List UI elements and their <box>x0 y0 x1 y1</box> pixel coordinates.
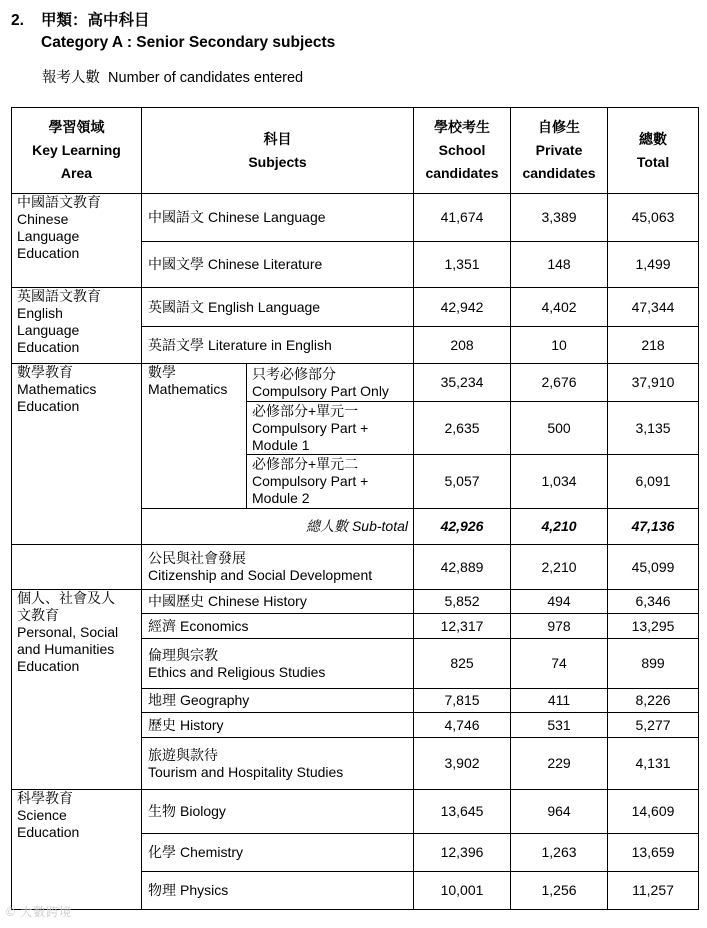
subject-ethics: 倫理與宗教 Ethics and Religious Studies <box>142 639 414 689</box>
area-science: 科學教育 Science Education <box>12 790 142 910</box>
header-private: 自修生 Private candidates <box>511 108 608 194</box>
subject-biology: 生物 Biology <box>142 790 414 834</box>
table-row: 必修部分+單元一 Compulsory Part + Module 1 2,635 500 3,135 <box>12 402 699 455</box>
table-row: 英國語文教育 English Language Education 英國語文 English Language 42,942 4,402 47,344 <box>12 288 699 327</box>
subject-economics: 經濟 Economics <box>142 614 414 639</box>
table-row: 化學 Chemistry 12,396 1,263 13,659 <box>12 834 699 872</box>
section-title-zh: 甲類：高中科目 <box>41 12 150 29</box>
table-row: 物理 Physics 10,001 1,256 11,257 <box>12 872 699 910</box>
area-pshe: 個人、社會及人 文教育 Personal, Social and Humanities Education <box>12 590 142 790</box>
table-row: 科學教育 Science Education 生物 Biology 13,645 964 14,609 <box>12 790 699 834</box>
header-total: 總數 Total <box>608 108 699 194</box>
subject-physics: 物理 Physics <box>142 872 414 910</box>
area-english: 英國語文教育 English Language Education <box>12 288 142 364</box>
area-blank <box>12 545 142 590</box>
table-row: 旅遊與款待 Tourism and Hospitality Studies 3,902 229 4,131 <box>12 738 699 790</box>
subtotal-row: 總人數 Sub-total 42,926 4,210 47,136 <box>12 509 699 545</box>
subject-tourism: 旅遊與款待 Tourism and Hospitality Studies <box>142 738 414 790</box>
caption-en: Number of candidates entered <box>108 70 304 86</box>
candidates-table <box>11 107 699 910</box>
subject-csd: 公民與社會發展 Citizenship and Social Development <box>142 545 414 590</box>
header-area: 學習領域 Key Learning Area <box>12 108 142 194</box>
area-maths: 數學教育 Mathematics Education <box>12 364 142 545</box>
area-chinese: 中國語文教育 Chinese Language Education <box>12 194 142 288</box>
watermark: © 大數跨境 <box>6 905 73 919</box>
header-school: 學校考生 School candidates <box>414 108 511 194</box>
section-title-en: Category A : Senior Secondary subjects <box>41 34 336 51</box>
subject-chemistry: 化學 Chemistry <box>142 834 414 872</box>
subject-geography: 地理 Geography <box>142 689 414 713</box>
subject-mathematics: 數學 Mathematics <box>142 364 247 509</box>
table-row: 中國文學 Chinese Literature 1,351 148 1,499 <box>12 242 699 288</box>
table-row: 中國語文教育 Chinese Language Education 中國語文 Chinese Language 41,674 3,389 45,063 <box>12 194 699 242</box>
maths-module2: 必修部分+單元二 Compulsory Part + Module 2 <box>247 455 414 509</box>
section-number: 2. <box>11 12 24 29</box>
table-row: 倫理與宗教 Ethics and Religious Studies 825 74 899 <box>12 639 699 689</box>
table-row: 必修部分+單元二 Compulsory Part + Module 2 5,057 1,034 6,091 <box>12 455 699 509</box>
table-row: 英語文學 Literature in English 208 10 218 <box>12 327 699 364</box>
header-row <box>12 108 699 194</box>
table-row: 經濟 Economics 12,317 978 13,295 <box>12 614 699 639</box>
table-row: 地理 Geography 7,815 411 8,226 <box>12 689 699 713</box>
subject-chinese-history: 中國歷史 Chinese History <box>142 590 414 614</box>
header-subjects: 科目 Subjects <box>142 108 414 194</box>
subject-english-language: 英國語文 English Language <box>142 288 414 327</box>
subject-chinese-language: 中國語文 Chinese Language <box>142 194 414 242</box>
table-row: 數學教育 Mathematics Education 數學 Mathematics 只考必修部分 Compulsory Part Only 35,234 2,676 37,910 <box>12 364 699 402</box>
table-row: 公民與社會發展 Citizenship and Social Development 42,889 2,210 45,099 <box>12 545 699 590</box>
table-row: 個人、社會及人 文教育 Personal, Social and Humanities Education 中國歷史 Chinese History 5,852 494 6,346 <box>12 590 699 614</box>
subject-history: 歷史 History <box>142 713 414 738</box>
section-heading <box>11 10 335 54</box>
subject-chinese-literature: 中國文學 Chinese Literature <box>142 242 414 288</box>
subtotal-label: 總人數 Sub-total <box>142 509 414 545</box>
table-caption <box>42 68 303 88</box>
watermark-icon: © <box>6 905 16 919</box>
table-row: 歷史 History 4,746 531 5,277 <box>12 713 699 738</box>
maths-module1: 必修部分+單元一 Compulsory Part + Module 1 <box>247 402 414 455</box>
caption-zh: 報考人數 <box>42 70 100 86</box>
maths-compulsory: 只考必修部分 Compulsory Part Only <box>247 364 414 402</box>
subject-english-literature: 英語文學 Literature in English <box>142 327 414 364</box>
